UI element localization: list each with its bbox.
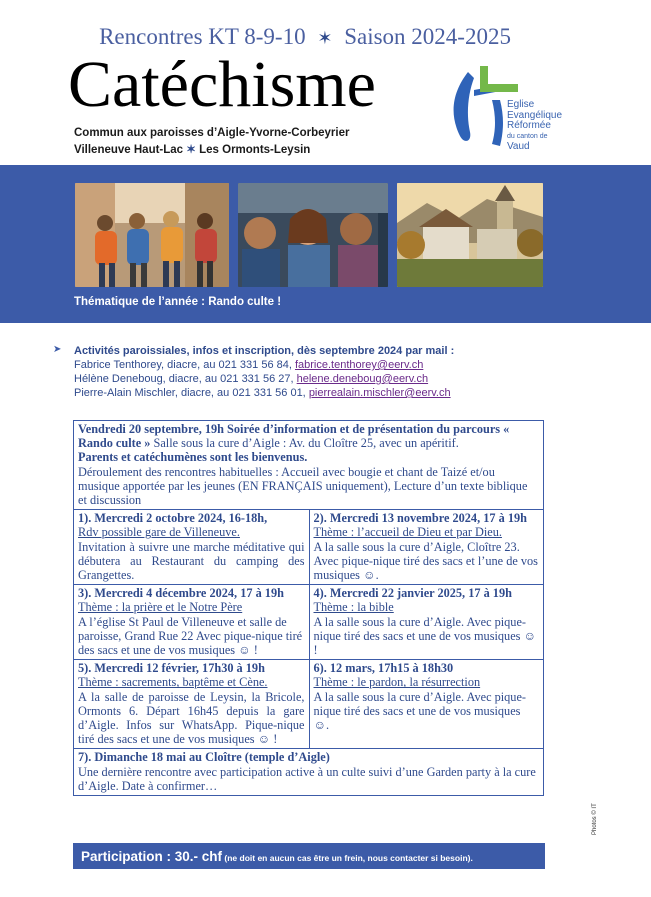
photo-hikers xyxy=(75,183,229,287)
session-title: 2). Mercredi 13 novembre 2024, 17 à 19h xyxy=(313,511,527,526)
session-text: A la salle sous la cure d’Aigle, Cloître 23. Avec pique-nique tiré des sacs et l’une de vos musiques ☺. xyxy=(313,539,538,583)
logo-line-5: Vaud xyxy=(507,141,530,152)
contacts-heading: Activités paroissiales, infos et inscription, dès septembre 2024 par mail : xyxy=(74,345,455,357)
session-text: Invitation à suivre une marche méditative qui débutera au Restaurant du camping des Grangettes. xyxy=(78,539,305,583)
session-theme: Rdv possible gare de Villeneuve. xyxy=(78,525,240,540)
session-title: 5). Mercredi 12 février, 17h30 à 19h xyxy=(78,661,265,676)
logo-line-1: Eglise xyxy=(507,99,535,110)
logo-line-3: Réformée xyxy=(507,120,551,131)
session-theme: Thème : sacrements, baptême et Cène. xyxy=(78,675,268,690)
session-theme: Thème : la bible xyxy=(313,600,394,615)
subtitle-line-1: Commun aux paroisses d’Aigle-Yvorne-Corbeyrier xyxy=(74,127,350,139)
session-cell-1 xyxy=(74,509,309,584)
email-link[interactable]: fabrice.tenthorey@eerv.ch xyxy=(294,359,424,371)
intro-text: Salle sous la cure d’Aigle : Av. du Cloître 25, avec un apéritif. xyxy=(150,436,459,451)
session-text: A la salle sous la cure d’Aigle. Avec pique-nique tiré des sacs et une de vos musiques ☺. xyxy=(313,689,527,733)
page-title: Catéchisme xyxy=(68,48,376,121)
schedule-row xyxy=(74,584,543,659)
intro-description: Déroulement des rencontres habituelles : Accueil avec bougie et chant de Taizé et/ou musique apportée par les jeunes (EN FRANÇAIS uniquement), Lecture d’un texte biblique et discussion xyxy=(78,464,528,508)
schedule-table xyxy=(73,420,544,796)
photo-credit: Photos © IT xyxy=(592,803,598,835)
subtitle-parish-2: Les Ormonts-Leysin xyxy=(199,144,311,156)
season-header-left: Rencontres KT 8-9-10 xyxy=(99,24,306,49)
subtitle-parish-1: Villeneuve Haut-Lac xyxy=(74,144,184,156)
season-header-right: Saison 2024-2025 xyxy=(344,24,511,49)
session-theme: Thème : l’accueil de Dieu et par Dieu. xyxy=(313,525,502,540)
logo-line-2: Evangélique xyxy=(507,109,563,121)
session-theme: Thème : la prière et le Notre Père xyxy=(78,600,243,615)
arrow-icon: ➤ xyxy=(53,344,62,355)
participation-note: (ne doit en aucun cas être un frein, nous contacter si besoin). xyxy=(222,853,473,863)
logo-line-4: du canton de xyxy=(507,132,548,140)
session-cell-2 xyxy=(309,509,544,584)
session-cell-6 xyxy=(309,659,544,748)
subtitle-line-2 xyxy=(74,142,310,156)
session-cell-5 xyxy=(74,659,309,748)
email-link[interactable]: helene.deneboug@eerv.ch xyxy=(296,373,429,385)
schedule-row xyxy=(74,509,543,584)
schedule-row xyxy=(74,659,543,748)
participation-price: Participation : 30.- chf xyxy=(81,849,223,864)
intro-welcome: Parents et catéchumènes sont les bienvenus. xyxy=(78,450,308,465)
star-icon: ✶ xyxy=(317,28,333,48)
season-header xyxy=(0,24,610,50)
photo-teens xyxy=(238,183,388,287)
final-session-cell xyxy=(74,748,543,795)
logo-arc-right xyxy=(492,100,503,146)
session-title: 4). Mercredi 22 janvier 2025, 17 à 19h xyxy=(313,586,512,601)
participation-bar xyxy=(73,843,545,869)
session-title: 3). Mercredi 4 décembre 2024, 17 à 19h xyxy=(78,586,284,601)
logo-arc-left xyxy=(454,72,474,141)
contact-line: Pierre-Alain Mischler, diacre, au 021 331 56 01, pierrealain.mischler@eerv.ch xyxy=(74,387,451,399)
contacts-block xyxy=(74,344,454,400)
contact-line: Fabrice Tenthorey, diacre, au 021 331 56 84, fabrice.tenthorey@eerv.ch xyxy=(74,359,424,371)
session-text: A la salle sous la cure d’Aigle. Avec pique-nique tiré des sacs et une de vos musiques ☺ ! xyxy=(313,614,537,658)
session-text: A l’église St Paul de Villeneuve et salle de paroisse, Grand Rue 22 Avec pique-nique tiré des sacs et une de vos musiques ☺ ! xyxy=(78,614,303,658)
session-text: A la salle de paroisse de Leysin, la Bricole, Ormonts 6. Départ 16h45 depuis la gare d’Aigle. Infos sur WhatsApp. Pique-nique tiré des sacs et une de vos musiques ☺ ! xyxy=(78,689,305,747)
star-icon: ✶ xyxy=(186,144,196,156)
photo-church xyxy=(397,183,543,287)
banner xyxy=(0,165,651,323)
theme-of-year: Thématique de l’année : Rando culte ! xyxy=(74,296,282,308)
session-title: 1). Mercredi 2 octobre 2024, 16-18h, xyxy=(78,511,268,526)
logo-text xyxy=(507,100,562,153)
intro-title: Vendredi 20 septembre, 19h Soirée d’information et de présentation du parcours « Rando culte » xyxy=(78,422,510,451)
session-title: 6). 12 mars, 17h15 à 18h30 xyxy=(313,661,454,676)
session-cell-4 xyxy=(309,584,544,659)
session-title: 7). Dimanche 18 mai au Cloître (temple d’Aigle) xyxy=(78,750,330,765)
intro-cell xyxy=(74,421,543,509)
contact-line: Hélène Deneboug, diacre, au 021 331 56 27, helene.deneboug@eerv.ch xyxy=(74,373,429,385)
logo-green-bar xyxy=(484,84,518,92)
email-link[interactable]: pierrealain.mischler@eerv.ch xyxy=(308,387,451,399)
session-text: Une dernière rencontre avec participation active à un culte suivi d’une Garden party à la cure d’Aigle. Date à confirmer… xyxy=(78,764,536,793)
session-theme: Thème : le pardon, la résurrection xyxy=(313,675,481,690)
session-cell-3 xyxy=(74,584,309,659)
